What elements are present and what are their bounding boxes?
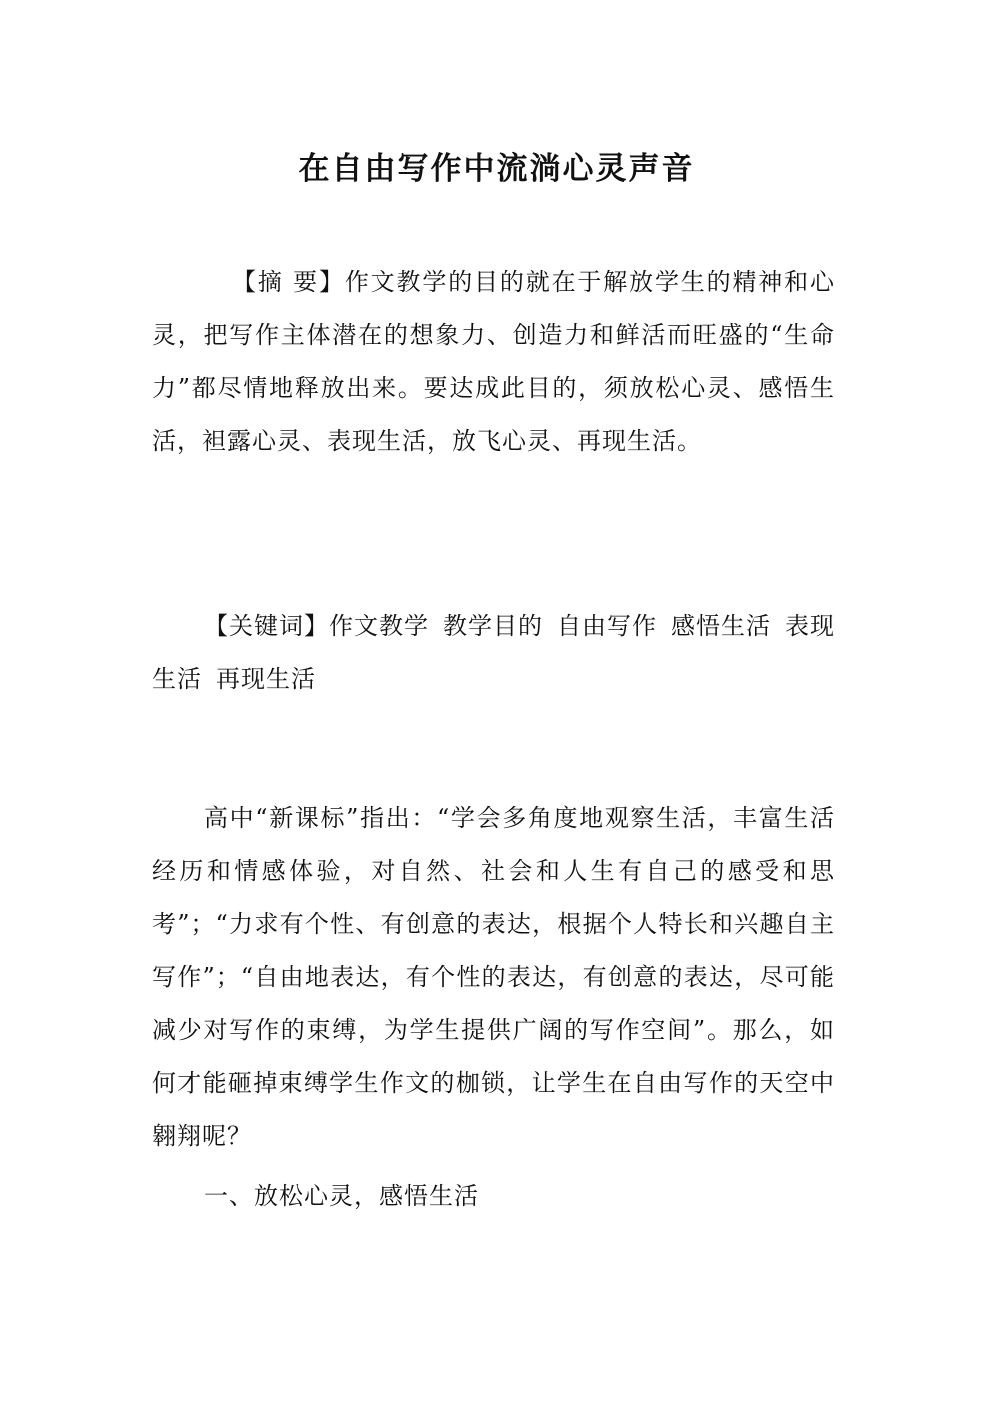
keyword-term: 教学目的 — [443, 612, 543, 640]
keyword-term: 作文教学 — [329, 612, 429, 640]
keyword-term: 再现生活 — [216, 665, 316, 693]
section-heading: 一、放松心灵，感悟生活 — [204, 1182, 479, 1210]
keywords-paragraph — [152, 600, 835, 706]
keyword-term: 自由写作 — [557, 612, 657, 640]
keyword-term: 表现生活 — [152, 612, 835, 693]
keywords-label: 【关键词】 — [204, 612, 329, 640]
document-title: 在自由写作中流淌心灵声音 — [298, 150, 695, 187]
abstract-paragraph — [152, 256, 835, 468]
keyword-term: 感悟生活 — [671, 612, 771, 640]
abstract-text: 作文教学的目的就在于解放学生的精神和心灵，把写作主体潜在的想象力、创造力和鲜活而旺盛的“生命力”都尽情地释放出来。要达成此目的，须放松心灵、感悟生活，袒露心灵、表现生活，放飞心灵、再现生活。 — [152, 268, 835, 455]
body-paragraph: 高中“新课标”指出：“学会多角度地观察生活，丰富生活经历和情感体验，对自然、社会和人生有自己的感受和思考”；“力求有个性、有创意的表达，根据个人特长和兴趣自主写作”；“自由地表达，有个性的表达，有创意的表达，尽可能减少对写作的束缚，为学生提供广阔的写作空间”。那么，如何才能砸掉束缚学生作文的枷锁，让学生在自由写作的天空中翱翔呢？ — [152, 804, 835, 1150]
abstract-label: 【摘 要】 — [232, 268, 345, 296]
